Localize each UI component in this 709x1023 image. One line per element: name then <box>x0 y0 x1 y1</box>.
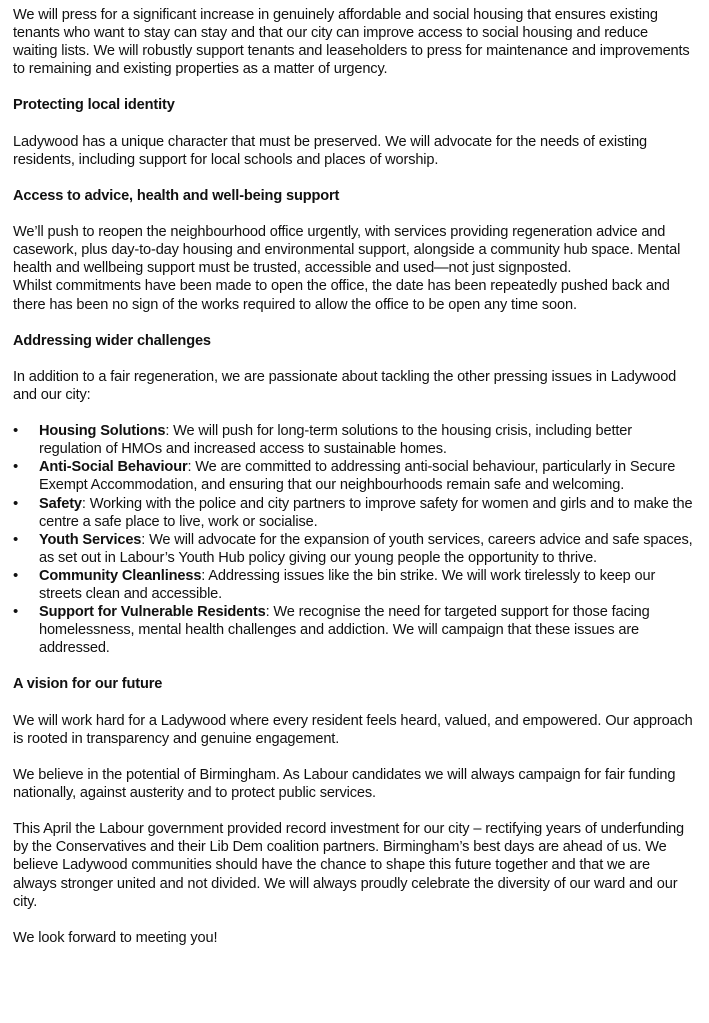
bullet-icon <box>13 603 27 621</box>
paragraph: We believe in the potential of Birmingham. As Labour candidates we will always campaign for fair funding nationally, against austerity and to protect public services. <box>13 766 676 802</box>
list-item-title: Support for Vulnerable Residents <box>39 604 266 621</box>
list-item-title: Youth Services <box>39 531 142 548</box>
heading-addressing-wider-challenges: Addressing wider challenges <box>13 332 211 349</box>
paragraph: Whilst commitments have been made to open the office, the date has been repeatedly pushed back and there has been no sign of the works required to allow the office to be open any time soon. <box>13 278 670 313</box>
bullet-icon <box>13 495 27 513</box>
bullet-icon <box>13 458 27 476</box>
list-item <box>13 458 693 494</box>
closing-line: We look forward to meeting you! <box>13 929 218 946</box>
list-item <box>13 567 693 603</box>
list-item-text: : We are committed to addressing anti-social behaviour, particularly in Secure Exempt Accommodation, and ensuring that our neighbourhoods remain safe and welcoming. <box>39 459 676 494</box>
list-item-text: : We will advocate for the expansion of youth services, careers advice and safe spaces, as set out in Labour’s Youth Hub policy giving our young people the opportunity to thrive. <box>39 531 693 566</box>
list-item-text: : Addressing issues like the bin strike. We will work tirelessly to keep our streets clean and accessible. <box>39 567 656 602</box>
list-item-title: Anti-Social Behaviour <box>39 459 188 476</box>
paragraph: We will work hard for a Ladywood where every resident feels heard, valued, and empowered. Our approach is rooted in transparency and genuine engagement. <box>13 712 693 747</box>
list-item-text: : Working with the police and city partners to improve safety for women and girls and to make the centre a safe place to live, work or socialise. <box>39 495 693 530</box>
bullet-icon <box>13 422 27 440</box>
bullet-icon <box>13 531 27 549</box>
list-item-text: : We recognise the need for targeted support for those facing homelessness, mental health challenges and addiction. We will campaign that these issues are addressed. <box>39 604 650 657</box>
list-item <box>13 531 693 567</box>
paragraph: We’ll push to reopen the neighbourhood office urgently, with services providing regeneration advice and casework, plus day-to-day housing and environmental support, alongside a community hub space. Mental health and wellbeing support must be trusted, accessible and used—not just signposted. <box>13 224 681 277</box>
challenges-list <box>13 422 693 657</box>
intro-paragraph: We will press for a significant increase in genuinely affordable and social housing that ensures existing tenants who want to stay can stay and that our city can improve access to social housing and reduce waiting lists. We will robustly support tenants and leaseholders to press for maintenance and improvements to remaining and existing properties as a matter of urgency. <box>13 7 690 78</box>
paragraph: In addition to a fair regeneration, we are passionate about tackling the other pressing issues in Ladywood and our city: <box>13 368 677 403</box>
paragraph: Ladywood has a unique character that must be preserved. We will advocate for the needs of existing residents, including support for local schools and places of worship. <box>13 133 648 168</box>
heading-access-to-advice: Access to advice, health and well-being support <box>13 187 340 204</box>
list-item-text: : We will push for long-term solutions to the housing crisis, including better regulation of HMOs and increased access to sustainable homes. <box>39 423 632 458</box>
heading-vision-for-our-future: A vision for our future <box>13 676 163 693</box>
heading-protecting-local-identity: Protecting local identity <box>13 97 175 114</box>
list-item <box>13 603 693 657</box>
list-item <box>13 422 693 458</box>
bullet-icon <box>13 567 27 585</box>
list-item-title: Housing Solutions <box>39 423 166 440</box>
list-item-title: Safety <box>39 495 82 512</box>
list-item <box>13 495 693 531</box>
paragraph: This April the Labour government provided record investment for our city – rectifying years of underfunding by the Conservatives and their Lib Dem coalition partners. Birmingham’s best days are ahead of us. We believe Ladywood communities should have the chance to shape this future together and that we are always stronger united and not divided. We will always proudly celebrate the diversity of our ward and our city. <box>13 821 685 910</box>
list-item-title: Community Cleanliness <box>39 567 202 584</box>
